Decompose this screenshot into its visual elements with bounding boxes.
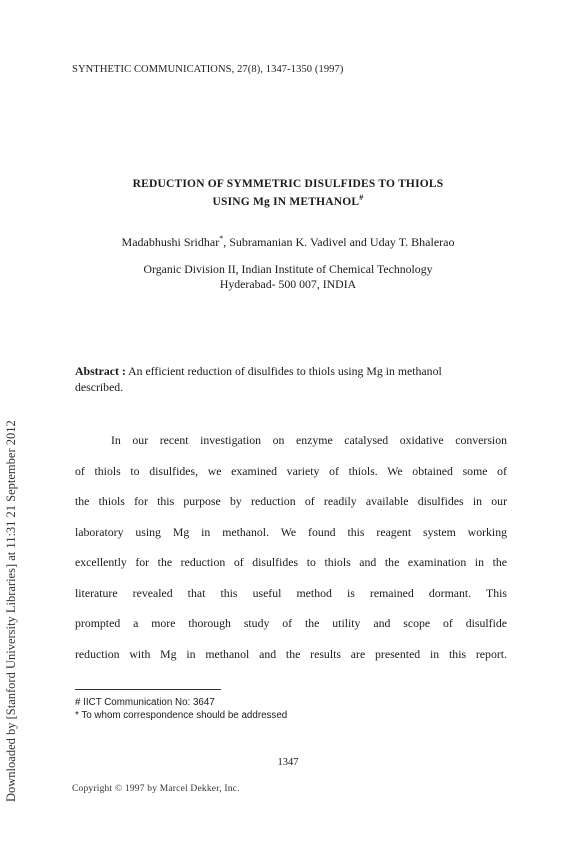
- abstract: [75, 363, 507, 395]
- title-line-1: REDUCTION OF SYMMETRIC DISULFIDES TO THIOLS: [132, 178, 444, 190]
- body-line: literature revealed that this useful method is remained dormant. This: [75, 585, 507, 600]
- body-line: excellently for the reduction of disulfides to thiols and the examination in the: [75, 555, 507, 569]
- abstract-label: Abstract :: [75, 364, 126, 378]
- other-authors: , Subramanian K. Vadivel and Uday T. Bhalerao: [223, 235, 455, 249]
- affiliation-line-2: Hyderabad- 500 007, INDIA: [219, 277, 357, 291]
- footnote-rule: [75, 689, 221, 690]
- title-footnote-mark: #: [359, 193, 364, 202]
- body-line: of thiols to disulfides, we examined variety of thiols. We obtained some of: [75, 463, 507, 478]
- download-stamp: Downloaded by [Stanford University Libraries] at 11:31 21 September 2012: [4, 420, 18, 802]
- body-line: laboratory using Mg in methanol. We found this reagent system working: [75, 524, 507, 539]
- body-line: In our recent investigation on enzyme catalysed oxidative conversion: [111, 433, 507, 447]
- title-line-2-text: USING Mg IN METHANOL: [212, 195, 360, 208]
- corresponding-author: Madabhushi Sridhar: [121, 235, 220, 249]
- footnote-communication: # IICT Communication No: 3647: [75, 697, 215, 708]
- journal-header: SYNTHETIC COMMUNICATIONS, 27(8), 1347-1350 (1997): [72, 64, 344, 75]
- abstract-text-cont: described.: [75, 380, 124, 394]
- author-footnote-mark: *: [219, 234, 224, 243]
- copyright-notice: Copyright © 1997 by Marcel Dekker, Inc.: [72, 784, 240, 794]
- body-paragraph: [75, 425, 507, 669]
- affiliation-line-1: Organic Division II, Indian Institute of Chemical Technology: [143, 262, 433, 276]
- footnote-correspondence: * To whom correspondence should be addressed: [75, 710, 288, 721]
- author-list: [0, 234, 576, 250]
- title-line-2: [0, 193, 576, 208]
- abstract-text: An efficient reduction of disulfides to thiols using Mg in methanol: [125, 364, 442, 378]
- body-line: prompted a more thorough study of the utility and scope of disulfide: [75, 616, 507, 630]
- page-number: 1347: [277, 757, 299, 768]
- body-line: the thiols for this purpose by reduction of readily available disulfides in our: [75, 494, 507, 508]
- body-line: reduction with Mg in methanol and the results are presented in this report.: [75, 646, 507, 661]
